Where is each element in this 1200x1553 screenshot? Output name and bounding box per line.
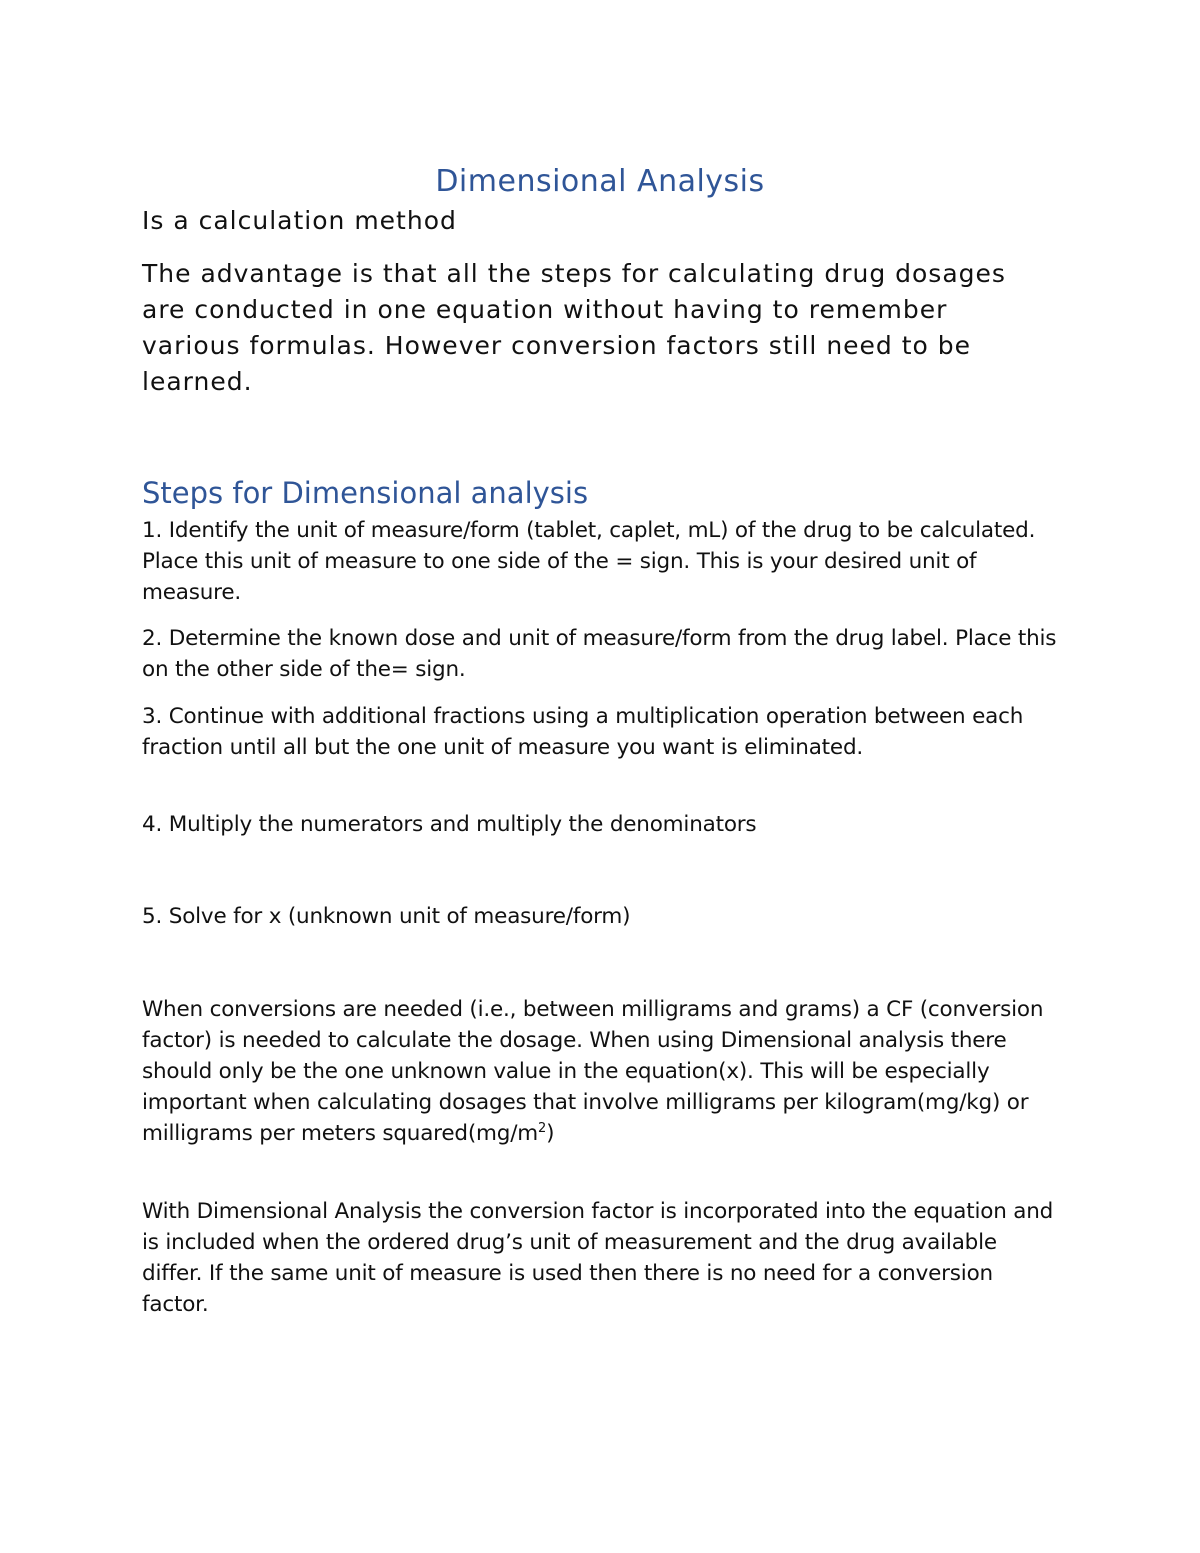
steps-heading: Steps for Dimensional analysis (142, 476, 589, 510)
conversion-paragraph (142, 994, 1062, 1149)
step-3: 3. Continue with additional fractions using a multiplication operation between each fraction until all but the one unit of measure you want is eliminated. (142, 704, 1024, 760)
document-title: Dimensional Analysis (435, 164, 765, 199)
conversion-paragraph-text: When conversions are needed (i.e., between milligrams and grams) a CF (conversion factor) is needed to calculate the dosage. When using Dimensional analysis there should only be the one unknown value in the equation(x). This will be especially important when calculating dosages that involve milligrams per kilogram(mg/kg) or milligrams per meters squared(mg/m (142, 997, 1044, 1146)
conversion-paragraph-tail: ) (546, 1121, 555, 1146)
step-5: 5. Solve for x (unknown unit of measure/form) (142, 904, 631, 929)
step-4: 4. Multiply the numerators and multiply the denominators (142, 812, 757, 837)
step-2: 2. Determine the known dose and unit of measure/form from the drug label. Place this on the other side of the= sign. (142, 626, 1057, 682)
final-paragraph: With Dimensional Analysis the conversion factor is incorporated into the equation and is included when the ordered drug’s unit of measurement and the drug available differ. If the same unit of measure is used then there is no need for a conversion factor. (142, 1199, 1054, 1317)
intro-line: Is a calculation method (142, 206, 457, 235)
intro-paragraph: The advantage is that all the steps for calculating drug dosages are conducted in one equation without having to remember various formulas. However conversion factors still need to be learned. (142, 259, 1006, 396)
step-1: 1. Identify the unit of measure/form (tablet, caplet, mL) of the drug to be calculated. Place this unit of measure to one side of the = sign. This is your desired unit of measure. (142, 518, 1036, 605)
squared-superscript: 2 (538, 1120, 547, 1136)
